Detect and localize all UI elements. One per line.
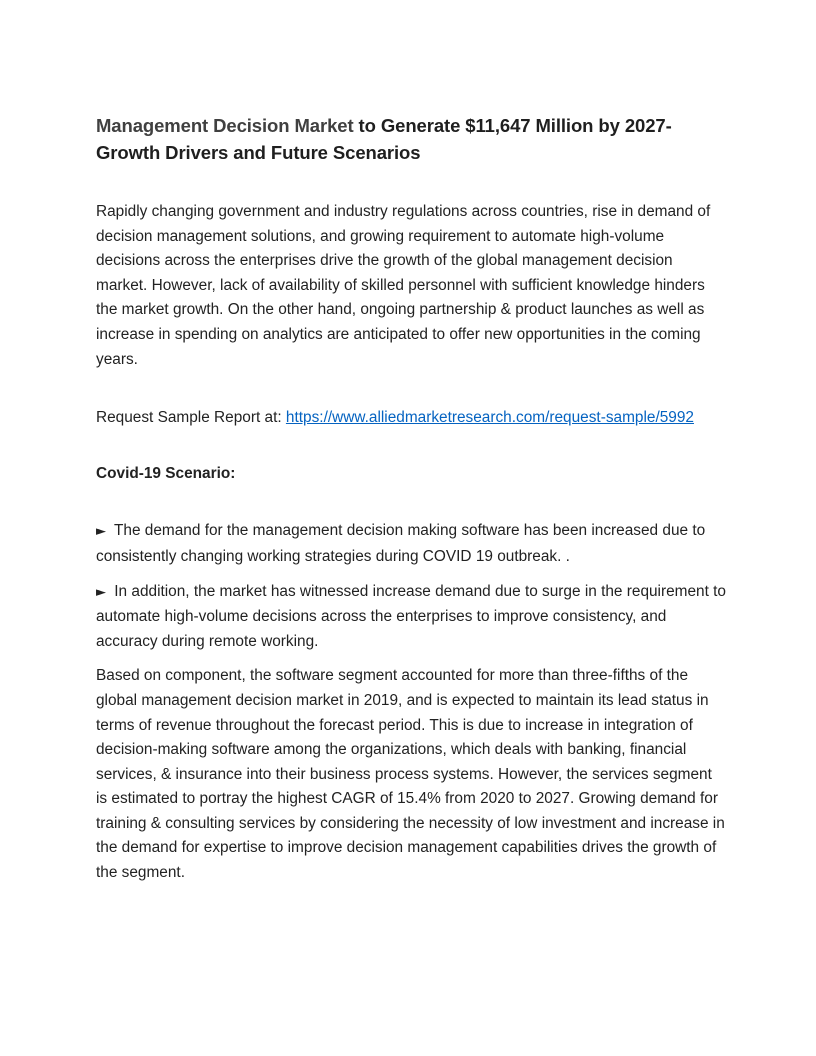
bullet-text: In addition, the market has witnessed increase demand due to surge in the requirement to automate high-volume decisions across the enterprises to improve consistency, and accuracy during remote working. [96,582,726,650]
arrow-bullet-icon: ► [96,584,106,600]
document-page [96,112,726,886]
page-title [96,112,726,166]
arrow-bullet-icon: ► [96,524,106,540]
component-paragraph: Based on component, the software segment accounted for more than three-fifths of the global management decision market in 2019, and is expected to maintain its lead status in terms of revenue throughout the forecast period. This is due to increase in integration of decision-making software among the organizations, which deals with banking, financial services, & insurance into their business process systems. However, the services segment is estimated to portray the highest CAGR of 15.4% from 2020 to 2027. Growing demand for training & consulting services by considering the necessity of low investment and increase in the demand for expertise to improve decision management capabilities drives the growth of the segment. [96,667,725,882]
request-sample-link[interactable]: https://www.alliedmarketresearch.com/request-sample/5992 [285,409,694,427]
request-sample-label: Request Sample Report at: [96,409,286,427]
bullet-item [96,519,726,569]
bullet-text: The demand for the management decision making software has been increased due to consistently changing working strategies during COVID 19 outbreak. . [96,522,706,565]
covid-heading: Covid-19 Scenario: [96,464,236,482]
bullet-item [96,580,726,655]
request-sample-line [96,406,726,431]
title-rest: to Generate $11,647 Million by 2027-Growth Drivers and Future Scenarios [96,115,672,163]
intro-paragraph: Rapidly changing government and industry regulations across countries, rise in demand of decision management solutions, and growing requirement to automate high-volume decisions across the enterprises drive the growth of the global management decision market. However, lack of availability of skilled personnel with sufficient knowledge hinders the market growth. On the other hand, ongoing partnership & product launches as well as increase in spending on analytics are anticipated to offer new opportunities in the coming years. [96,203,711,368]
title-market-name: Management Decision Market [96,115,354,136]
